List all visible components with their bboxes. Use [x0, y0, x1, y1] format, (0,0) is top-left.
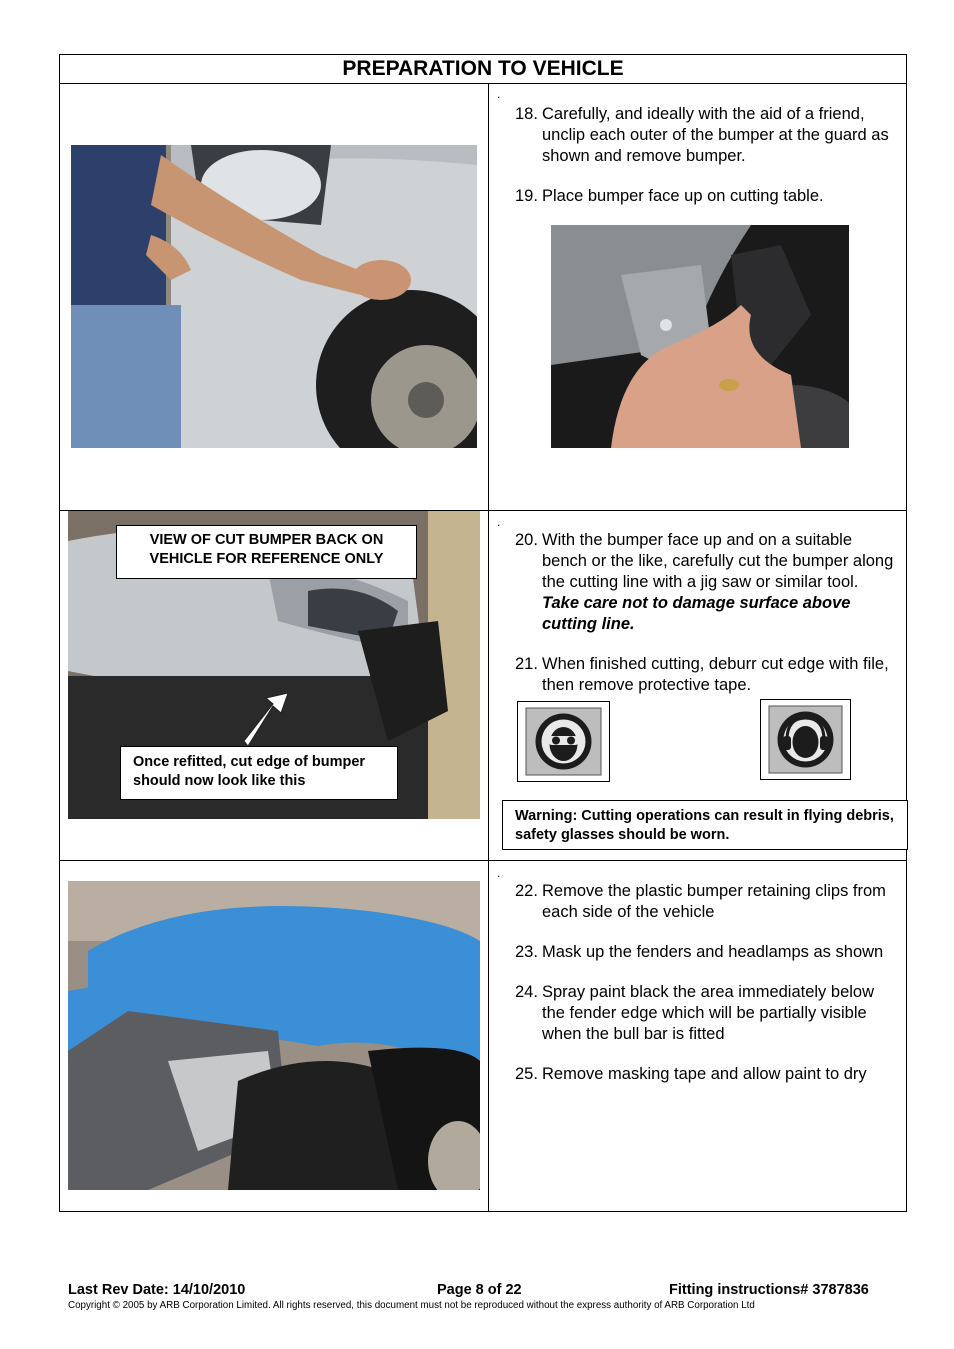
ear-protection-sign-icon: [760, 699, 851, 780]
last-rev-date: Last Rev Date: 14/10/2010: [68, 1282, 246, 1298]
step-text: Remove the plastic bumper retaining clips from each side of the vehicle: [542, 882, 886, 921]
photo-masked-fender: [68, 881, 480, 1190]
step-24: [515, 982, 900, 1045]
copyright-notice: Copyright © 2005 by ARB Corporation Limited. All rights reserved, this document must not be reproduced without the express authority of ARB Corporation Ltd: [68, 1300, 755, 1311]
page-title: PREPARATION TO VEHICLE: [60, 55, 906, 84]
steps-list-3: [515, 881, 900, 1104]
step-22: [515, 881, 900, 923]
step-text: Remove masking tape and allow paint to dry: [542, 1065, 867, 1083]
step-text: Place bumper face up on cutting table.: [542, 187, 824, 205]
column-divider: [488, 83, 489, 1211]
step-20: [515, 530, 900, 635]
page-number: Page 8 of 22: [437, 1282, 522, 1298]
steps-list-2: [515, 530, 900, 715]
safety-glasses-sign-icon: [517, 701, 610, 782]
warning-box: Warning: Cutting operations can result in flying debris, safety glasses should be worn.: [502, 800, 908, 850]
step-23: [515, 942, 900, 963]
photo-clip-detail: [551, 225, 849, 448]
photo-unclip-bumper: [71, 145, 477, 448]
section-marker: .: [497, 87, 501, 101]
step-text: Carefully, and ideally with the aid of a friend, unclip each outer of the bumper at the guard as shown and remove bumper.: [542, 105, 889, 165]
step-text: Mask up the fenders and headlamps as shown: [542, 943, 884, 961]
step-text: When finished cutting, deburr cut edge with file, then remove protective tape.: [542, 655, 889, 694]
section-marker: .: [497, 866, 501, 880]
page-footer: [68, 1282, 890, 1311]
step-number: 22.: [515, 882, 538, 900]
steps-list-1: [515, 104, 900, 226]
step-number: 19.: [515, 187, 538, 205]
row-divider: [60, 860, 906, 861]
step-number: 23.: [515, 943, 538, 961]
step-text: With the bumper face up and on a suitable bench or the like, carefully cut the bumper along the cutting line with a jig saw or similar tool.: [542, 531, 894, 591]
step-19: [515, 186, 900, 207]
result-callout: Once refitted, cut edge of bumper should now look like this: [120, 746, 398, 800]
fitting-instructions-number: Fitting instructions# 3787836: [669, 1282, 869, 1298]
step-number: 25.: [515, 1065, 538, 1083]
step-number: 21.: [515, 655, 538, 673]
step-25: [515, 1064, 900, 1085]
step-number: 20.: [515, 531, 538, 549]
reference-callout: VIEW OF CUT BUMPER BACK ON VEHICLE FOR REFERENCE ONLY: [116, 525, 417, 579]
step-emphasis: Take care not to damage surface above cutting line.: [542, 594, 851, 633]
step-number: 24.: [515, 983, 538, 1001]
section-marker: .: [497, 515, 501, 529]
step-number: 18.: [515, 105, 538, 123]
step-18: [515, 104, 900, 167]
step-text: Spray paint black the area immediately below the fender edge which will be partially visible when the bull bar is fitted: [542, 983, 875, 1043]
step-21: [515, 654, 900, 696]
footer-row: [68, 1282, 890, 1300]
